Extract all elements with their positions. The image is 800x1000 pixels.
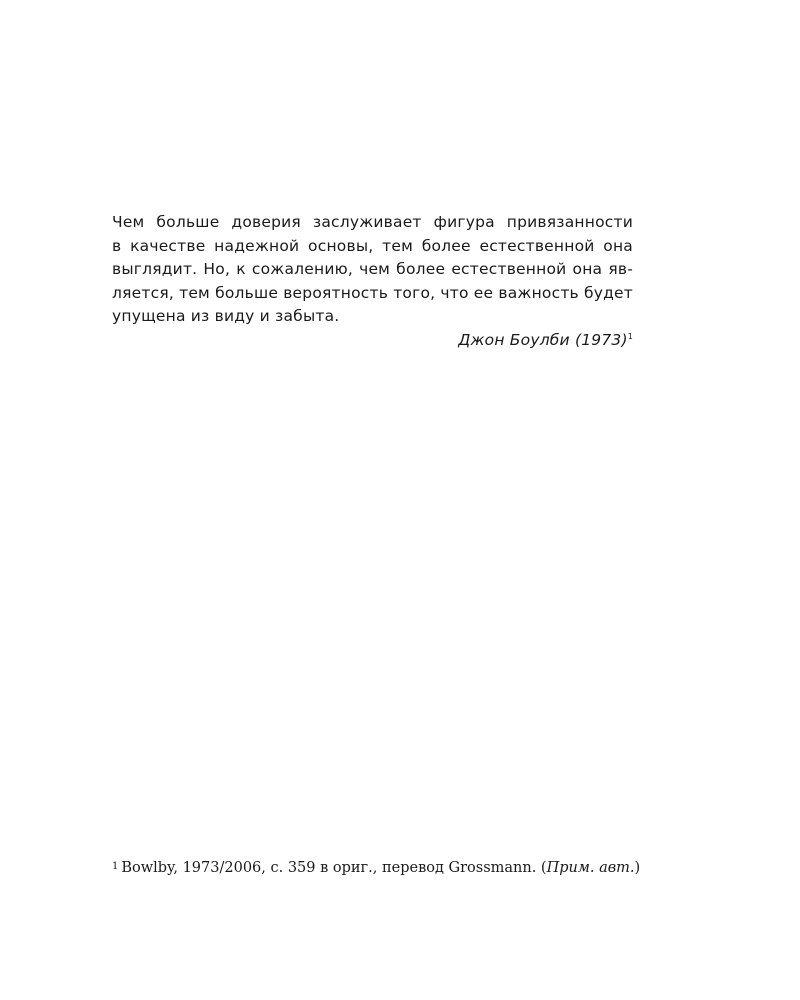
epigraph-line-4: ляется, тем больше вероятность того, что ее важность будет	[112, 283, 634, 302]
attribution-author: Джон Боулби (1973)	[458, 330, 628, 349]
footnote-mark: 1	[112, 861, 119, 872]
epigraph	[112, 211, 633, 352]
epigraph-line-2: в качестве надежной основы, тем более естественной она	[112, 236, 633, 255]
footnote-text: Bowlby, 1973/2006, с. 359 в ориг., перевод Grossmann. (	[121, 860, 547, 876]
footnote-reference-mark[interactable]: 1	[627, 331, 633, 341]
epigraph-attribution	[112, 329, 633, 353]
epigraph-line-5: упущена из виду и забыта.	[112, 307, 340, 325]
epigraph-line-3: выглядит. Но, к сожалению, чем более естественной она яв-	[112, 260, 633, 278]
footnote-close-paren: )	[634, 860, 641, 876]
epigraph-line-1: Чем больше доверия заслуживает фигура привязанности	[112, 213, 633, 231]
footnote	[112, 857, 692, 878]
footnote-note-label: Прим. авт.	[546, 860, 635, 876]
